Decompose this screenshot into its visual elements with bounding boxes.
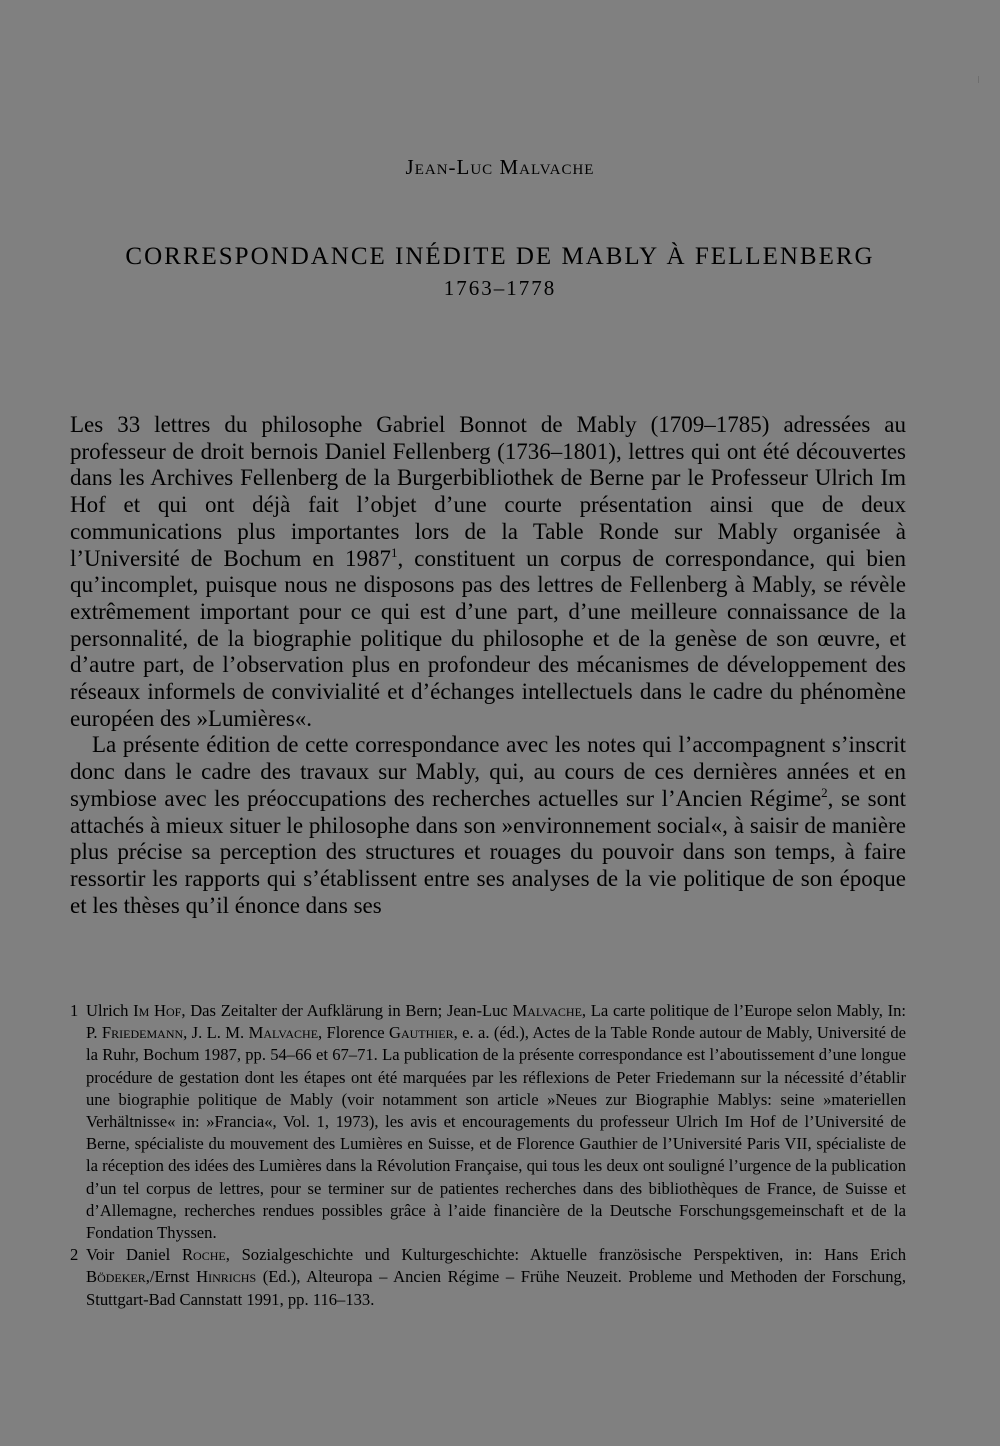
article-title: CORRESPONDANCE INÉDITE DE MABLY À FELLENBERG [125,243,875,270]
author-surname: Bödeker [86,1267,146,1287]
footnote-ref-1: 1 [391,544,398,560]
paragraph-2-text-b: , se sont attachés à mieux situer le philosophe dans son »environnement social«, à saisir de manière plus précise sa perception des structures et rouages du pouvoir dans son temps, à faire ressortir les rapports qui s’établissent entre ses analyses de la vie politique de son époque et les thèses qu’il énonce dans ses [70,785,906,918]
footnote-ref-2: 2 [821,784,828,800]
author-surname: Malvache [248,1023,319,1043]
author-surname: Roche [181,1245,226,1265]
paragraph-1-text-a: Les 33 lettres du philosophe Gabriel Bonnot de Mably (1709–1785) adressées au professeur de droit bernois Daniel Fellenberg (1736–1801), lettres qui ont été découvertes dans les Archives Fellenberg de la Burgerbibliothek de Berne par le Professeur Ulrich Im Hof et qui ont déjà fait l’objet d’une courte présentation ainsi que de deux communications plus importantes lors de la Table Ronde sur Mably organisée à l’Université de Bochum en 1987 [70,412,906,571]
body-text [70,412,906,919]
footnote-1 [70,1000,906,1244]
paragraph-1-text-b: , constituent un corpus de correspondance, qui bien qu’incomplet, puisque nous ne disposons pas des lettres de Fellenberg à Mably, se révèle extrêmement important pour ce qui est d’une part, d’une meilleure connaissance de la personnalité, de la biographie politique du philosophe et de la genèse de son œuvre, et d’autre part, de l’observation plus en profondeur des mécanismes de développement des réseaux informels de convivialité et d’échanges intellectuels dans le cadre du phénomène européen des »Lumières«. [70,545,906,731]
footnote-1-text: Ulrich Im Hof, Das Zeitalter der Aufklärung in Bern; Jean-Luc Malvache, La carte politique de l’Europe selon Mably, In: P. Friedemann, J. L. M. Malvache, Florence Gauthier, e. a. (éd.), Actes de la Table Ronde autour de Mably, Université de la Ruhr, Bochum 1987, pp. 54–66 et 67–71. La publication de la présente correspondance est l’aboutissement d’une longue procédure de gestation dont les étapes ont été marquées par les réflexions de Peter Friedemann sur la nécessité d’établir une biographie politique de Mably (voir notamment son article »Neues zur Biographie Mablys: seine »materiellen Verhältnisse« in: »Francia«, Vol. 1, 1973), les avis et encouragements du professeur Ulrich Im Hof de l’Université de Berne, spécialiste du mouvement des Lumières en Suisse, et de Florence Gauthier de l’Université Paris VII, spécialiste de la réception des idées des Lumières dans la Révolution Française, qui tous les deux ont souligné l’urgence de la publication d’un tel corpus de lettres, pour se terminer sur de patientes recherches dans des bibliothèques de France, de Suisse et d’Allemagne, recherches rendues possibles grâce à l’aide financière de la Deutsche Forschungsgemeinschaft et de la Fondation Thyssen. [86,1001,907,1243]
paragraph-2-text-a: La présente édition de cette correspondance avec les notes qui l’accompagnent s’inscrit donc dans le cadre des travaux sur Mably, qui, au cours de ces dernières années et en symbiose avec les préoccupations des recherches actuelles sur l’Ancien Régime [70,732,906,811]
footnote-1-number: 1 [70,1001,79,1020]
author-surname: Im Hof [133,1001,182,1020]
footnotes [70,1000,906,1311]
footnote-2 [70,1244,906,1311]
paragraph-1 [70,412,906,732]
footnote-2-text: Voir Daniel Roche, Sozialgeschichte und Kulturgeschichte: Aktuelle französische Perspektiven, in: Hans Erich Bödeker,/Ernst Hinrichs (Ed.), Alteuropa – Ancien Régime – Frühe Neuzeit. Probleme und Methoden der Forschung, Stuttgart-Bad Cannstatt 1991, pp. 116–133. [86,1245,906,1309]
author-surname: Hinrichs [196,1267,257,1287]
paragraph-2 [70,732,906,919]
scan-mark [978,76,979,83]
author-surname: Malvache [512,1001,582,1020]
article-subtitle-years: 1763–1778 [443,276,557,300]
author-surname: Gauthier [388,1023,454,1043]
author-name: Jean-Luc Malvache [405,155,595,179]
author-surname: Friedemann [101,1023,184,1043]
footnote-2-number: 2 [70,1245,79,1265]
